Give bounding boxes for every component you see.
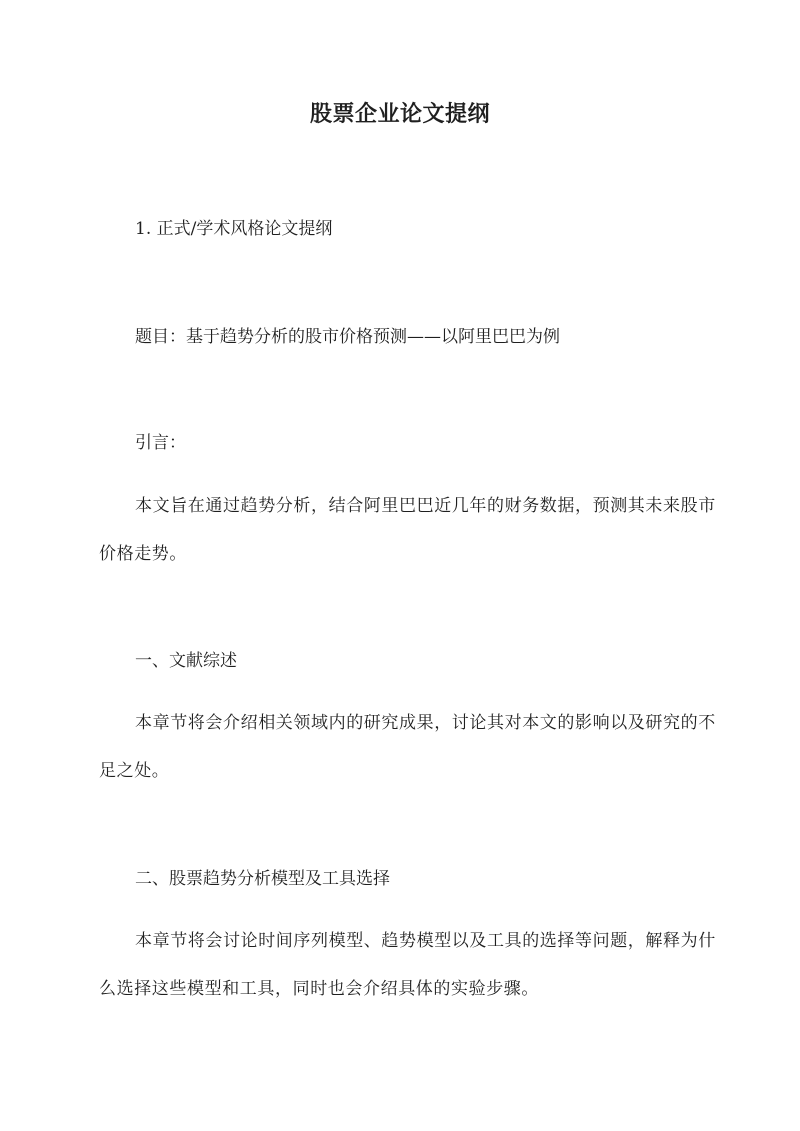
section-heading: 1. 正式/学术风格论文提纲 [135,219,333,239]
chapter1-heading: 一、文献综述 [135,651,237,671]
document-title: 股票企业论文提纲 [309,101,490,127]
intro-label: 引言： [135,433,186,453]
chapter2-paragraph: 本章节将会讨论时间序列模型、趋势模型以及工具的选择等问题，解释为什么选择这些模型和工具，同时也会介绍具体的实验步骤。 [99,931,716,999]
paper-topic: 题目：基于趋势分析的股市价格预测——以阿里巴巴为例 [135,327,560,347]
chapter2-heading: 二、股票趋势分析模型及工具选择 [135,869,390,889]
intro-paragraph: 本文旨在通过趋势分析，结合阿里巴巴近几年的财务数据，预测其未来股市价格走势。 [99,496,716,564]
chapter1-paragraph: 本章节将会介绍相关领域内的研究成果，讨论其对本文的影响以及研究的不足之处。 [99,713,716,781]
